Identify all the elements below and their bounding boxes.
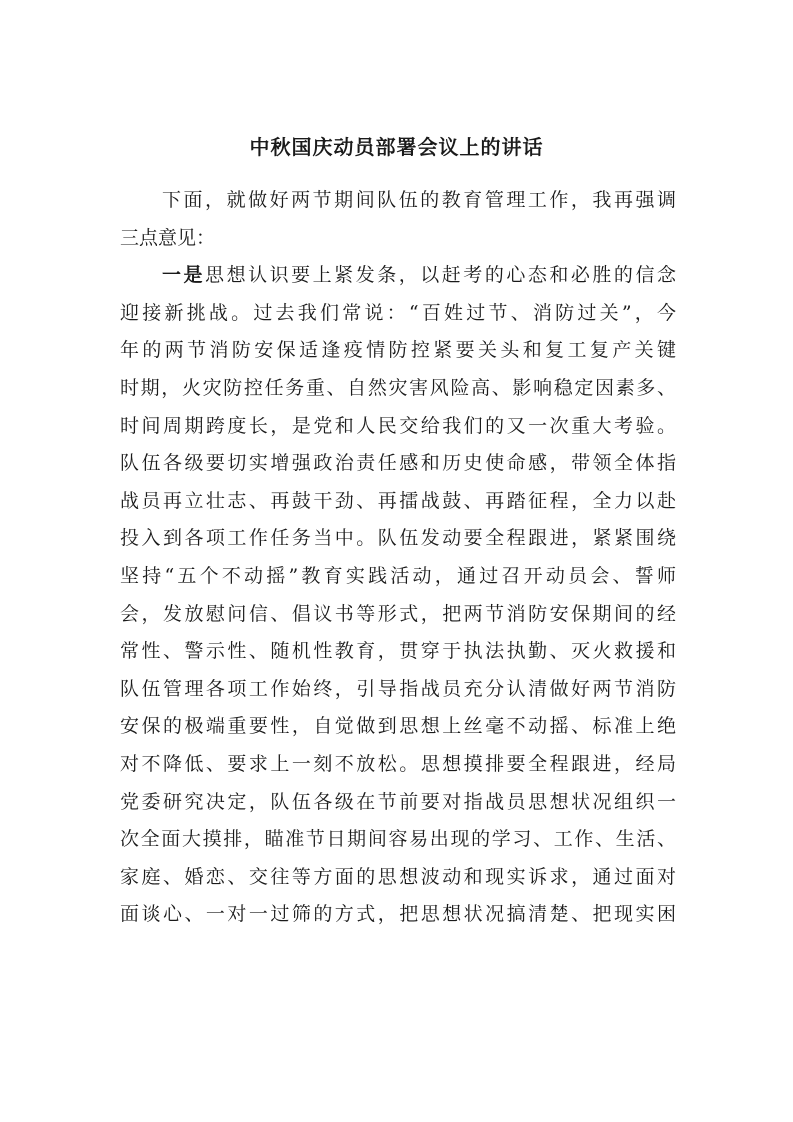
paragraph-2-line-13: 安保的极端重要性，自觉做到思想上丝毫不动摇、标准上绝 [120, 715, 676, 738]
paragraph-2-line-18: 面谈心、一对一过筛的方式，把思想状况搞清楚、把现实困 [120, 903, 676, 926]
paragraph-2-line-10: 会，发放慰问信、倡议书等形式，把两节消防安保期间的经 [120, 602, 676, 625]
paragraph-2-line-9: 坚持“五个不动摇”教育实践活动，通过召开动员会、誓师 [120, 564, 676, 587]
paragraph-2-line-6: 队伍各级要切实增强政治责任感和历史使命感，带领全体指 [120, 452, 676, 475]
paragraph-2-line-15: 党委研究决定，队伍各级在节前要对指战员思想状况组织一 [120, 790, 676, 813]
paragraph-2-line-16: 次全面大摸排，瞄准节日期间容易出现的学习、工作、生活、 [120, 828, 676, 851]
paragraph-2-line-8: 投入到各项工作任务当中。队伍发动要全程跟进，紧紧围绕 [120, 527, 676, 550]
paragraph-2-line-2: 迎接新挑战。过去我们常说：“百姓过节、消防过关”，今 [120, 301, 676, 324]
paragraph-2-first-line-text: 思想认识要上紧发条，以赶考的心态和必胜的信念 [205, 264, 676, 287]
document-title: 中秋国庆动员部署会议上的讲话 [249, 135, 544, 159]
paragraph-1-line-2: 三点意见： [120, 226, 216, 249]
paragraph-2-line-17: 家庭、婚恋、交往等方面的思想波动和现实诉求，通过面对 [120, 865, 676, 888]
paragraph-2-line-14: 对不降低、要求上一刻不放松。思想摸排要全程跟进，经局 [120, 752, 676, 775]
paragraph-2-lead: 一是 [162, 264, 206, 287]
paragraph-2-line-1 [120, 257, 676, 295]
paragraph-2-line-7: 战员再立壮志、再鼓干劲、再擂战鼓、再踏征程，全力以赴 [120, 489, 676, 512]
document-body [120, 182, 676, 934]
paragraph-2-line-11: 常性、警示性、随机性教育，贯穿于执法执勤、灭火救援和 [120, 640, 676, 663]
paragraph-2-line-3: 年的两节消防安保适逢疫情防控紧要关头和复工复产关键 [120, 339, 676, 362]
paragraph-1-line-1: 下面，就做好两节期间队伍的教育管理工作，我再强调 [162, 189, 676, 211]
paragraph-2-line-5: 时间周期跨度长，是党和人民交给我们的又一次重大考验。 [120, 414, 676, 437]
paragraph-2-line-4: 时期，火灾防控任务重、自然灾害风险高、影响稳定因素多、 [120, 376, 676, 399]
paragraph-2-line-12: 队伍管理各项工作始终，引导指战员充分认清做好两节消防 [120, 677, 676, 700]
